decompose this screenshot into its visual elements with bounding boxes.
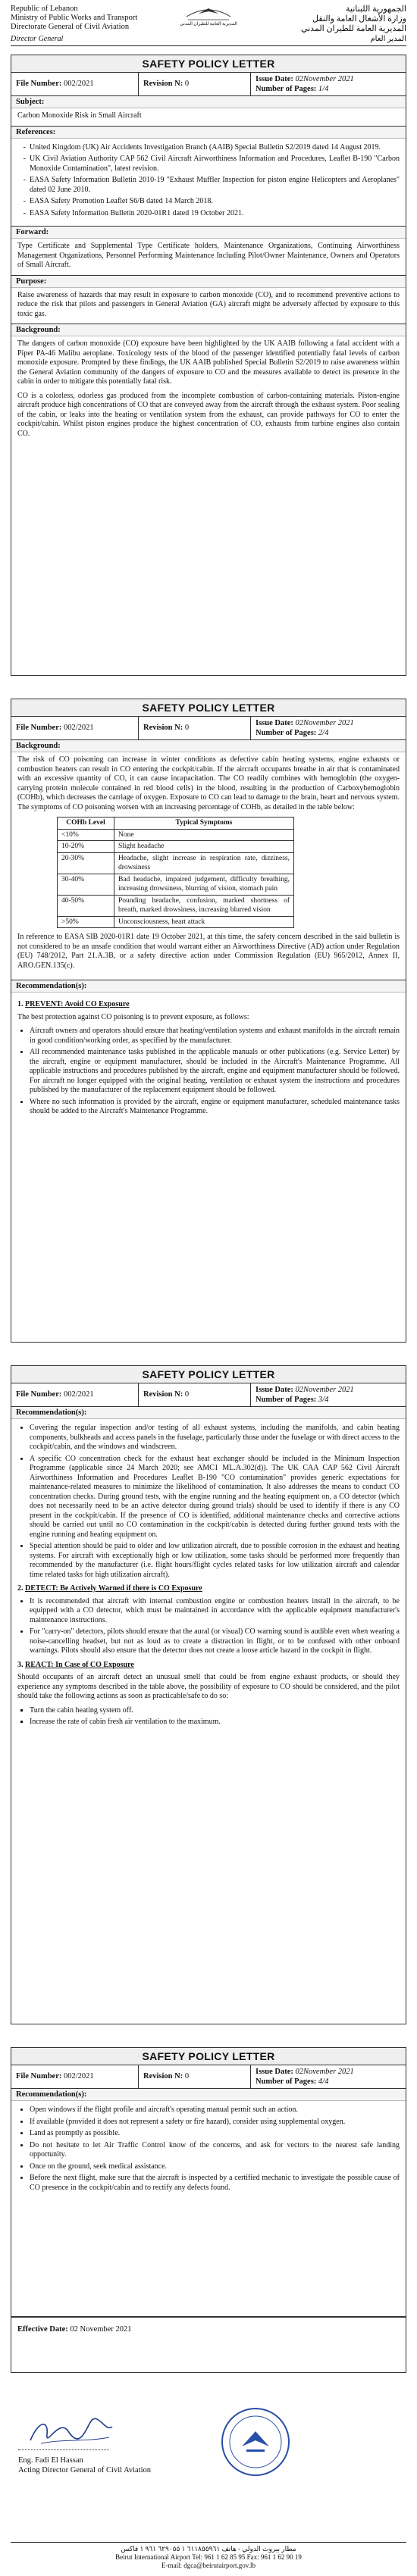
page-mark: 3/4 (318, 1396, 329, 1404)
background-paragraph: The risk of CO poisoning can increase in winter conditions as defective cabin heating systems, engine exhausts or combustion heaters can result in CO entering the cockpit/cabin. If the aircraft occupants breathe in air that is contaminated with an excessive quantity of CO, it can cause incapacitation. The CO readily combines with hemoglobin (the oxygen-carrying protein molecule contained in red blood cells) in the blood, resulting in the production of Carboxyhemoglobin (COHb), which decreases the carriage of oxygen. Exposure to CO can lead to damage to the brain, heart and nervous system. The symptoms of CO poisoning worsen with an increasing percentage of COHb, as detailed in the table below: (17, 755, 400, 811)
letter-page-3 (11, 1365, 406, 2024)
revision-cell (139, 73, 251, 95)
recommendations-heading: Recommendation(s): (11, 2089, 406, 2101)
page-mark: 2/4 (318, 729, 329, 737)
detect-heading (17, 1584, 400, 1594)
revision-label: Revision N: (143, 2072, 183, 2080)
table-row (58, 874, 294, 895)
handwritten-signature (26, 2412, 117, 2449)
letter-page-1 (11, 55, 406, 676)
purpose-heading: Purpose: (11, 276, 406, 288)
reference-item: - United Kingdom (UK) Air Accidents Investigation Branch (AAIB) Special Bulletin S2/2019 dated 14 August 2019. (30, 143, 400, 153)
letterhead-english (11, 5, 137, 32)
letterhead-arabic (301, 5, 406, 34)
list-item: • Do not hesitate to let Air Traffic Control know of the concerns, and ask for vectors to the nearest safe landing opportunity. (30, 2141, 400, 2160)
file-number: 002/2021 (64, 80, 94, 88)
reference-item: - EASA Safety Promotion Leaflet S6/B dated 14 March 2018. (30, 197, 400, 207)
issue-date-label: Issue Date: (256, 75, 293, 83)
signature-line (18, 2449, 109, 2450)
section-number: 1. (17, 1000, 24, 1008)
issue-date: 02November 2021 (295, 719, 354, 727)
header-country: Republic of Lebanon (11, 5, 78, 13)
header-ministry: Ministry of Public Works and Transport (11, 14, 138, 22)
issue-cell (251, 1383, 406, 1406)
issue-date: 02November 2021 (295, 2068, 354, 2076)
table-row (58, 916, 294, 928)
header-country-ar: الجمهورية اللبنانية (346, 5, 406, 14)
list-item: • Before the next flight, make sure that the aircraft is inspected by a certified mechanic to investigate the possible cause of CO presence in the cockpit/cabin and to rectify any defects found. (30, 2174, 400, 2193)
background-paragraph: CO is a colorless, odorless gas produced from the incomplete combustion of carbon-containing materials. Piston-engine aircraft produce high concentrations of CO that are conveyed away from the aircraft through the exhaust system. Poor sealing of the cabin, or leaks into the heating or ventilation system from the exhaust, can provide pathways for CO to enter the cockpit/cabin. Whilst piston engines produce the highest concentration of CO, exhausts from turbine engines also contain CO. (17, 391, 400, 438)
letter-page-4 (11, 2047, 406, 2373)
footer-email: E-mail: dgca@beirutairport.gov.lb (161, 2562, 256, 2569)
subject-section (11, 96, 406, 127)
table-row (58, 829, 294, 841)
pages-label: Number of Pages: (256, 729, 317, 737)
pages-label: Number of Pages: (256, 2077, 317, 2086)
prevent-heading (17, 1000, 400, 1010)
list-item: • It is recommended that aircraft with internal combustion engine or combustion heaters install in the aircraft, to be equipped with a CO detector, which must be maintained in accordance with the applicable equipment manufacturer's maintenance instructions. (30, 1597, 400, 1626)
cohb-level: 40-50% (58, 895, 114, 916)
table-header-row (58, 818, 294, 830)
director-general-ar: المدير العام (370, 35, 406, 43)
cohb-level: >50% (58, 916, 114, 928)
references-section (11, 127, 406, 227)
signatory-role: Acting Director General of Civil Aviation (18, 2466, 152, 2474)
react-heading (17, 1661, 400, 1671)
symptoms: None (114, 829, 294, 841)
header-directorate-ar: المديرية العامة للطيران المدني (300, 24, 406, 33)
background-heading: Background: (11, 740, 406, 752)
list-item: • Aircraft owners and operators should ensure that heating/ventilation systems and exhaust manifolds in the aircraft remain in good condition/working order, as specified by the manufacturer. (30, 1027, 400, 1046)
section-title: DETECT: Be Actively Warned if there is CO Exposure (25, 1584, 202, 1593)
subject-heading: Subject: (11, 96, 406, 108)
header-ministry-ar: وزارة الأشغال العامة والنقل (312, 14, 406, 23)
section-number: 2. (17, 1584, 24, 1593)
cohb-level: 20-30% (58, 852, 114, 874)
doc-meta-row (11, 717, 406, 740)
section-number: 3. (17, 1660, 24, 1669)
page-title: SAFETY POLICY LETTER (11, 699, 406, 717)
header-directorate: Directorate General of Civil Aviation (11, 23, 130, 31)
prevent-intro: The best protection against CO poisoning is to prevent exposure, as follows: (17, 1012, 249, 1021)
symptoms: Slight headache (114, 841, 294, 853)
revision-cell (139, 717, 251, 739)
issue-cell (251, 73, 406, 95)
section-title: PREVENT: Avoid CO Exposure (25, 1000, 130, 1008)
effective-date: 02 November 2021 (70, 2325, 132, 2334)
effective-date-label: Effective Date: (17, 2325, 68, 2334)
issue-date-label: Issue Date: (256, 2068, 293, 2076)
file-number: 002/2021 (64, 2072, 94, 2080)
list-item: • Once on the ground, seek medical assistance. (30, 2162, 400, 2172)
issue-date: 02November 2021 (295, 1386, 354, 1394)
file-number-cell (11, 717, 139, 739)
references-heading: References: (11, 127, 406, 139)
list-item: • Open windows if the flight profile and aircraft's operating manual permit such an action. (30, 2106, 400, 2115)
recommendations-heading: Recommendation(s): (11, 1407, 406, 1419)
file-number-cell (11, 1383, 139, 1406)
list-item: ▪ Turn the cabin heating system off. (30, 1706, 400, 1716)
pages-label: Number of Pages: (256, 1396, 317, 1404)
letter-page-2 (11, 699, 406, 1343)
table-row (58, 841, 294, 853)
background-section (11, 740, 406, 980)
file-number-label: File Number: (16, 2072, 62, 2080)
table-header-cell: COHb Level (58, 818, 114, 830)
footer-contact: Beirut International Airport Tel: 961 1 62 85 95 Fax: 961 1 62 90 19 (115, 2553, 302, 2561)
table-row (58, 895, 294, 916)
table-header-cell: Typical Symptoms (114, 818, 294, 830)
table-row (58, 852, 294, 874)
list-item: • Special attention should be paid to older and low utilization aircraft, due to possible corrosion in the exhaust and heating systems. For aircraft with exceptionally high or low utilization, some tasks should be performed more frequently than recommended by the manufacturer (i.e. flight hours/flight cycles related tasks for low utilization aircraft and calendar time related tasks for high utilization aircraft). (30, 1542, 400, 1580)
recommendations-section (11, 1407, 406, 1735)
revision-label: Revision N: (143, 80, 183, 88)
issue-date-label: Issue Date: (256, 719, 293, 727)
forward-heading: Forward: (11, 227, 406, 239)
revision-label: Revision N: (143, 1390, 183, 1399)
list-item: • Land as promptly as possible. (30, 2129, 400, 2139)
file-number-cell (11, 2065, 139, 2088)
symptoms: Headache, slight increase in respiration rate, dizziness, drowsiness (114, 852, 294, 874)
reference-item: - EASA Safety Information Bulletin 2020-01R1 dated 19 October 2021. (30, 209, 400, 219)
cohb-symptoms-table (57, 817, 294, 928)
symptoms: Pounding headache, confusion, marked shortness of breath, marked drowsiness, increasing blurred vision (114, 895, 294, 916)
file-number-cell (11, 73, 139, 95)
director-general-line (11, 35, 406, 46)
symptoms: Unconsciousness, heart attack (114, 916, 294, 928)
background-paragraph: In reference to EASA SIB 2020-01R1 date 19 October 2021, at this time, the safety concern described in the said bulletin is not considered to be an unsafe condition that would warrant either an Airworthiness Directive (AD) action under Regulation (EU) 748/2012, Part 21.A.3B, or a safety directive action under Commission Regulation (EU) 965/2012, Annex II, ARO.GEN.135(c). (17, 933, 400, 970)
director-general-en: Director General (11, 35, 64, 43)
revision-cell (139, 1383, 251, 1406)
issue-date: 02November 2021 (295, 75, 354, 83)
page-mark: 4/4 (318, 2077, 329, 2086)
page-title: SAFETY POLICY LETTER (11, 55, 406, 73)
page-footer (11, 2542, 406, 2570)
official-stamp (219, 2406, 292, 2478)
revision-cell (139, 2065, 251, 2088)
recommendations-section (11, 980, 406, 1124)
cohb-level: 10-20% (58, 841, 114, 853)
forward-text: Type Certificate and Supplemental Type Certificate holders, Maintenance Organizations, Continuing Airworthiness Management Organizations, Personnel Performing Maintenance Including Pilot/Owner Maintenance, Owners and Operators of Small Aircraft. (17, 242, 400, 269)
doc-meta-row (11, 73, 406, 96)
file-number-label: File Number: (16, 1390, 62, 1399)
background-heading: Background: (11, 324, 406, 336)
react-intro: Should occupants of an aircraft detect an unusual smell that could be from engine exhaust products, or should they experience any symptoms described in the table above, the possibility of exposure to CO should be considered, and the pilot should take the following actions as soon as practicable/safe to do so: (17, 1673, 400, 1700)
background-paragraph: The dangers of carbon monoxide (CO) exposure have been highlighted by the UK AAIB following a fatal accident with a Piper PA-46 Malibu aeroplane. Toxicology tests of the blood of the passenger identified potentially fatal levels of carbon monoxide exposure. Prompted by these findings, the UK AAIB published Special Bulletin S2/2019 to raise awareness within the General Aviation community of the dangers of exposure to CO and the measures available to detect its presence in the cabin in order to mitigate this potentially fatal risk. (17, 339, 400, 386)
section-title: REACT: In Case of CO Exposure (25, 1660, 134, 1669)
revision-label: Revision N: (143, 724, 183, 732)
file-number: 002/2021 (64, 1390, 94, 1399)
list-item: • If available (provided it does not represent a safety or fire hazard), consider using supplemental oxygen. (30, 2118, 400, 2127)
revision-value: 0 (184, 1390, 190, 1399)
cohb-level: <10% (58, 829, 114, 841)
file-number: 002/2021 (64, 724, 94, 732)
footer-arabic: مطار بيروت الدولي - هاتف ٦١١٨٥٥٩٦١ ١ ٦٢٩٠٥٥ ٩٦١ ١ فاكس (121, 2545, 296, 2553)
revision-value: 0 (184, 724, 190, 732)
forward-section (11, 227, 406, 276)
signature-block (11, 2406, 406, 2489)
recommendations-heading: Recommendation(s): (11, 980, 406, 993)
doc-meta-row (11, 2065, 406, 2089)
purpose-section (11, 276, 406, 325)
reference-item: - UK Civil Aviation Authority CAP 562 Civil Aircraft Airworthiness Information and Procedures, Leaflet B-190 "Carbon Monoxide Contamination", latest revision. (30, 155, 400, 174)
doc-meta-row (11, 1383, 406, 1407)
revision-value: 0 (184, 80, 190, 88)
issue-cell (251, 2065, 406, 2088)
issue-cell (251, 717, 406, 739)
file-number-label: File Number: (16, 80, 62, 88)
background-section (11, 324, 406, 448)
page-title: SAFETY POLICY LETTER (11, 2048, 406, 2065)
list-item: ▪ Increase the rate of cabin fresh air ventilation to the maximum. (30, 1718, 400, 1727)
recommendations-section (11, 2089, 406, 2317)
reference-item: - EASA Safety Information Bulletin 2010-19 "Exhaust Muffler Inspection for piston engine Helicopters and Aeroplanes" dated 02 June 2010. (30, 176, 400, 195)
page-title: SAFETY POLICY LETTER (11, 1366, 406, 1383)
pages-label: Number of Pages: (256, 85, 317, 93)
list-item: • Where no such information is provided by the aircraft, engine or equipment manufacturer, scheduled maintenance tasks should be added to the Aircraft's Maintenance Programme. (30, 1098, 400, 1117)
list-item: • Covering the regular inspection and/or testing of all exhaust systems, including the manifolds, and cabin heating components, bulkheads and access panels in the fuselage, particularly those under the fuselage or with direct access to the cockpit/cabin, and the windows and windscreen. (30, 1424, 400, 1452)
page-mark: 1/4 (318, 85, 329, 93)
file-number-label: File Number: (16, 724, 62, 732)
crest-caption: المديرية العامة للطيران المدني (180, 22, 237, 27)
subject-text: Carbon Monoxide Risk in Small Aircraft (17, 111, 142, 120)
cohb-level: 30-40% (58, 874, 114, 895)
signatory-name: Eng. Fadi El Hassan (18, 2456, 83, 2465)
symptoms: Bad headache, impaired judgement, difficulty breathing, increasing drowsiness, blurring of vision, stomach pain (114, 874, 294, 895)
revision-value: 0 (184, 2072, 190, 2080)
issue-date-label: Issue Date: (256, 1386, 293, 1394)
list-item: • For "carry-on" detectors, pilots should ensure that the aural (or visual) CO warning sound is audible even when wearing a noise-cancelling headset, but not as loud as to create a distraction in flight, or to be confused with other onboard warnings. Pilots should also ensure that the detector does not create a loose article hazard in the cockpit in flight. (30, 1627, 400, 1656)
list-item: • A specific CO concentration check for the exhaust heat exchanger should be included in the Minimum Inspection Programme (applicable since 24 March 2020; see AMC1 ML.A.302(d)). The UK CAA CAP 562 Civil Aircraft Airworthiness Information and Procedures Leaflet B-190 "CO contamination" provides generic expectations for maintenance-related measures to minimize the likelihood of contamination. It also addresses the means to conduct CO concentration checks. During ground tests, with the engine running and the heating equipment on, a CO detector (which does not necessarily need to be an active detector during ground trials) should be used to identify if there is any CO present in the cockpit/cabin. If the presence of CO is identified, additional maintenance checks and corrective actions should be carried out until no CO contamination in the cockpit/cabin is detected during further ground tests with the engine running and heating equipment on. (30, 1455, 400, 1540)
purpose-text: Raise awareness of hazards that may result in exposure to carbon monoxide (CO), and to recommend preventive actions to reduce the risk that pilots and passengers in General Aviation (GA) aircraft might be adversely affected by exposure to this toxic gas. (17, 290, 400, 318)
effective-date-row (11, 2317, 406, 2341)
list-item: • All recommended maintenance tasks published in the applicable manuals or other publications (e.g. Service Letter) by the aircraft, engine or equipment manufacturer, should be included in the Aircraft's Maintenance Programme. All applicable instructions and procedures published by the aircraft, engine and equipment manufacturer should be followed. For aircraft no longer equipped with the original heating, ventilation or exhaust system the instructions and procedures published by the manufacturer of the replacement equipment should be followed. (30, 1048, 400, 1096)
